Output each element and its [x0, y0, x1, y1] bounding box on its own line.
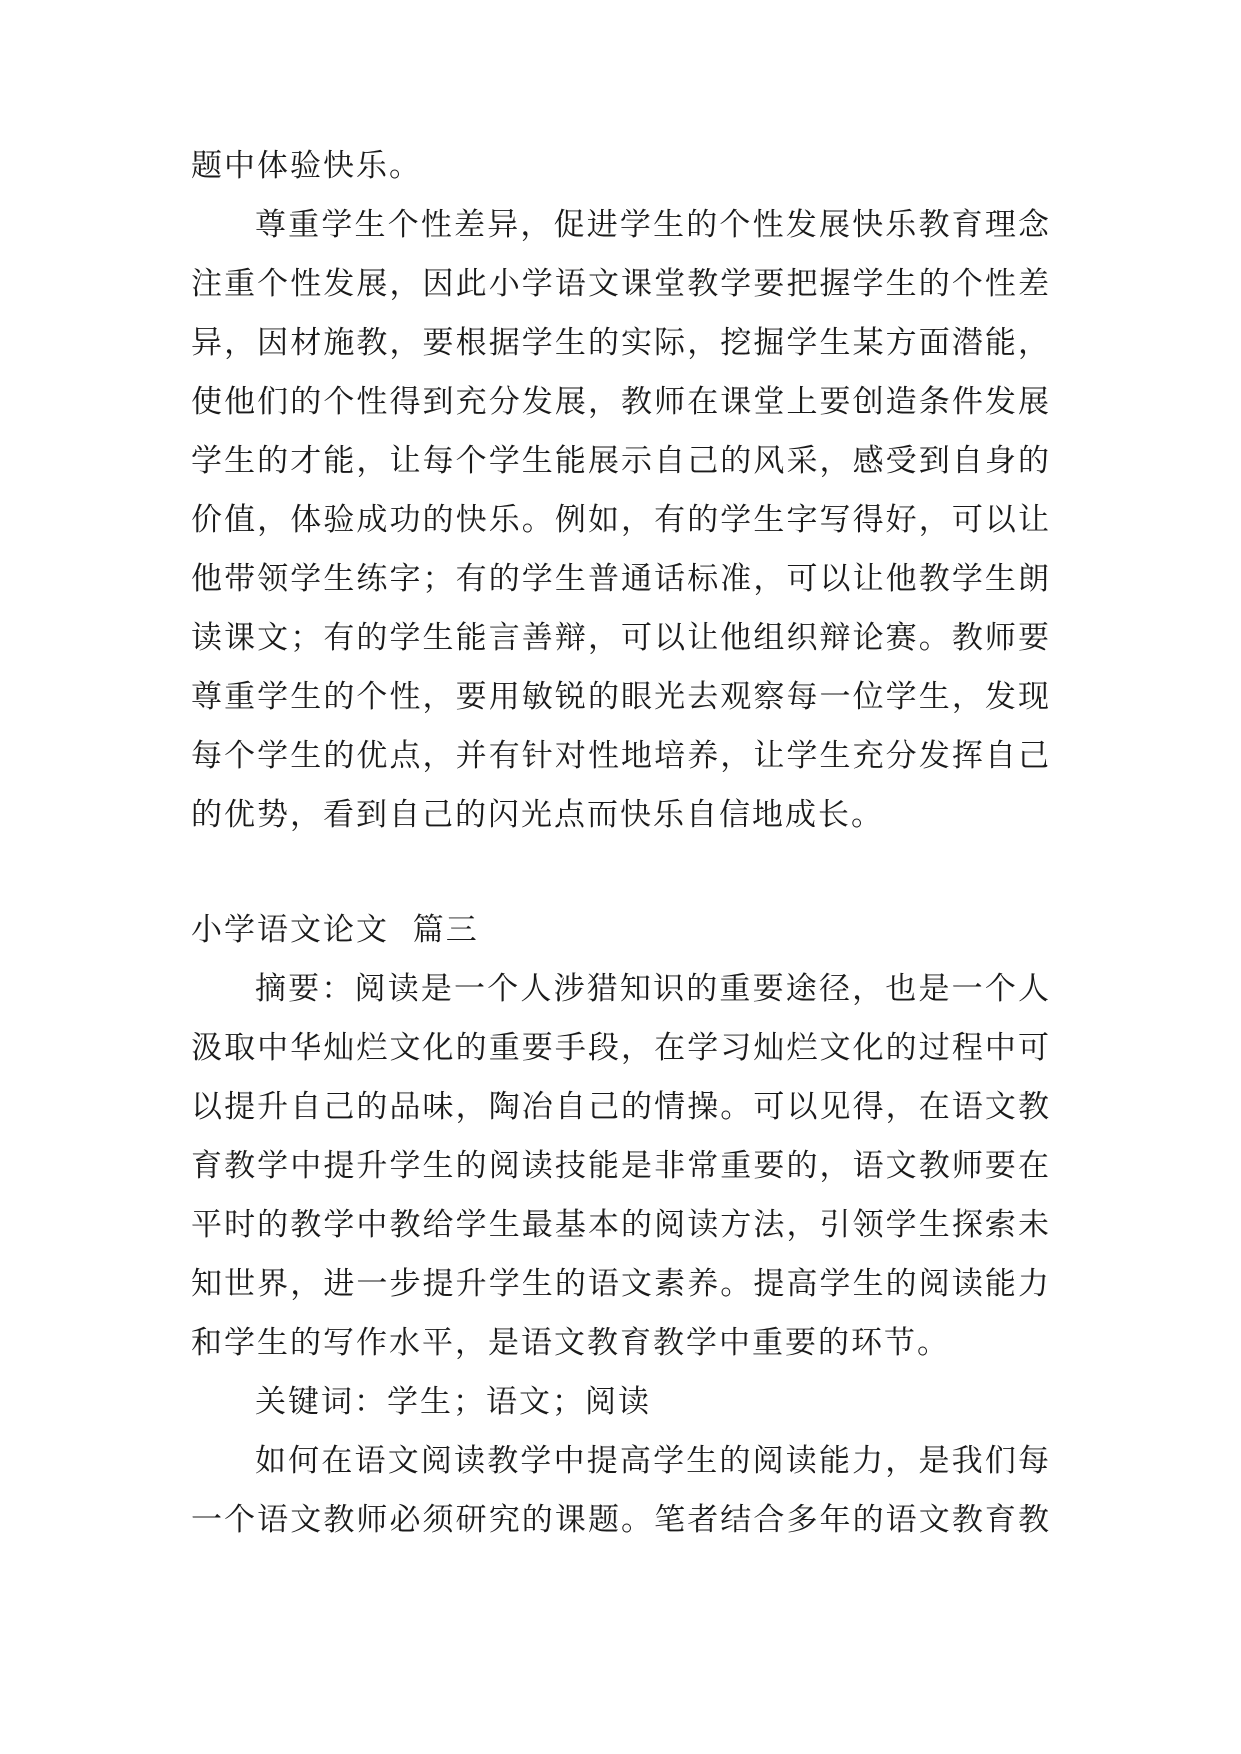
paragraph-line: 一个语文教师必须研究的课题。笔者结合多年的语文教育教 — [191, 1502, 1051, 1538]
abstract-line: 平时的教学中教给学生最基本的阅读方法，引领学生探索未 — [191, 1207, 1051, 1243]
paragraph-line: 题中体验快乐。 — [191, 148, 422, 184]
abstract-line: 知世界，进一步提升学生的语文素养。提高学生的阅读能力 — [191, 1266, 1051, 1302]
paragraph-line: 异，因材施教，要根据学生的实际，挖掘学生某方面潜能， — [191, 325, 1051, 361]
abstract-line: 和学生的写作水平，是语文教育教学中重要的环节。 — [191, 1325, 950, 1361]
abstract-line: 摘要：阅读是一个人涉猎知识的重要途径，也是一个人 — [255, 971, 1051, 1007]
section-title: 小学语文论文 篇三 — [191, 912, 479, 948]
keywords-line: 关键词：学生；语文；阅读 — [255, 1384, 651, 1420]
paragraph-line: 尊重学生个性差异，促进学生的个性发展快乐教育理念 — [255, 207, 1051, 243]
paragraph-line: 价值，体验成功的快乐。例如，有的学生字写得好，可以让 — [191, 502, 1051, 538]
abstract-line: 以提升自己的品味，陶冶自己的情操。可以见得，在语文教 — [191, 1089, 1051, 1125]
section-one-body — [191, 137, 1051, 845]
section-heading-block — [191, 901, 1051, 960]
paragraph-line: 学生的才能，让每个学生能展示自己的风采，感受到自身的 — [191, 443, 1051, 479]
paragraph-line: 注重个性发展，因此小学语文课堂教学要把握学生的个性差 — [191, 266, 1051, 302]
paragraph-line: 的优势，看到自己的闪光点而快乐自信地成长。 — [191, 797, 884, 833]
abstract-line: 育教学中提升学生的阅读技能是非常重要的，语文教师要在 — [191, 1148, 1051, 1184]
section-two-body — [191, 960, 1051, 1550]
paragraph-line: 每个学生的优点，并有针对性地培养，让学生充分发挥自己 — [191, 738, 1051, 774]
paragraph-line: 使他们的个性得到充分发展，教师在课堂上要创造条件发展 — [191, 384, 1051, 420]
paragraph-line: 他带领学生练字；有的学生普通话标准，可以让他教学生朗 — [191, 561, 1051, 597]
abstract-line: 汲取中华灿烂文化的重要手段，在学习灿烂文化的过程中可 — [191, 1030, 1051, 1066]
paragraph-line: 尊重学生的个性，要用敏锐的眼光去观察每一位学生，发现 — [191, 679, 1051, 715]
paragraph-line: 读课文；有的学生能言善辩，可以让他组织辩论赛。教师要 — [191, 620, 1051, 656]
paragraph-line: 如何在语文阅读教学中提高学生的阅读能力，是我们每 — [255, 1443, 1051, 1479]
